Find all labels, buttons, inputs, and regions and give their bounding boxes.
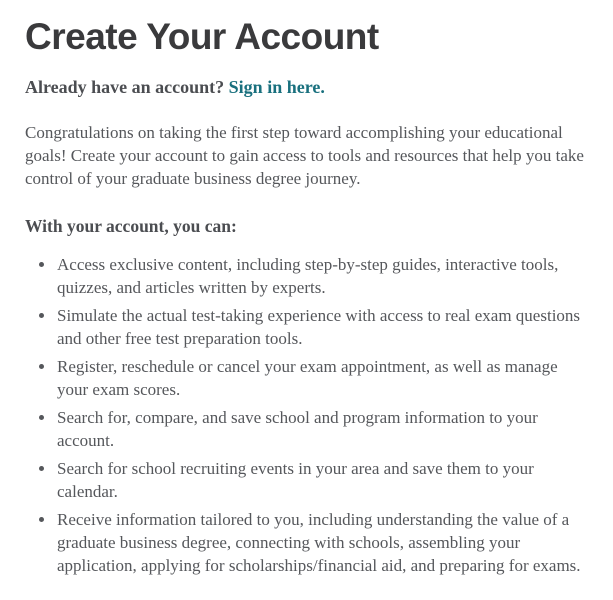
sign-in-link[interactable]: Sign in here.	[228, 77, 325, 97]
benefit-item-tailored-info: • Receive information tailored to you, including understanding the value of a graduate business degree, connecting with schools, assembling your application, applying for scholarships/financial aid, and preparing for exams.	[56, 508, 590, 577]
benefit-item-recruiting-events: • Search for school recruiting events in your area and save them to your calendar.	[56, 457, 590, 503]
signin-prompt-text: Already have an account?	[25, 77, 225, 97]
signin-row	[25, 76, 590, 98]
benefits-heading: With your account, you can:	[25, 216, 237, 236]
benefit-item-simulate-exam: • Simulate the actual test-taking experience with access to real exam questions and other free test preparation tools.	[56, 304, 590, 350]
benefit-item-exclusive-content: • Access exclusive content, including step-by-step guides, interactive tools, quizzes, and articles written by experts.	[56, 253, 590, 299]
page-title: Create Your Account	[25, 16, 379, 57]
benefit-item-school-search: • Search for, compare, and save school and program information to your account.	[56, 406, 590, 452]
benefits-list	[25, 253, 590, 577]
benefit-item-register-exam: • Register, reschedule or cancel your exam appointment, as well as manage your exam scores.	[56, 355, 590, 401]
intro-paragraph: Congratulations on taking the first step toward accomplishing your educational goals! Create your account to gain access to tools and resources that help you take control of your graduate business degree journey.	[25, 123, 584, 188]
